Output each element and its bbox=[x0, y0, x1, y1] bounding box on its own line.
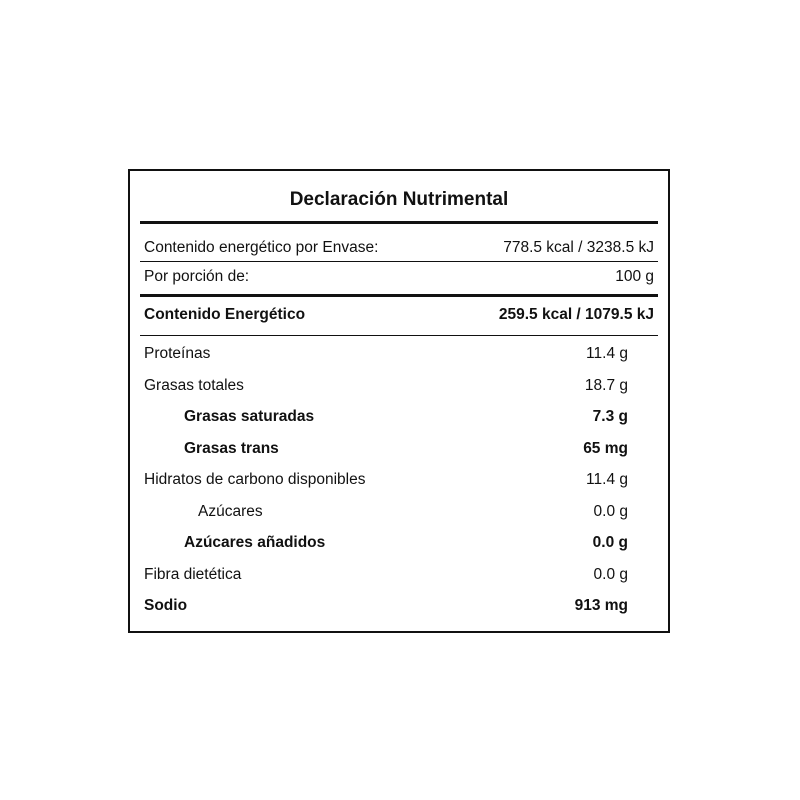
row-carbohydrates bbox=[130, 468, 668, 492]
row-label: Sodio bbox=[144, 597, 188, 614]
serving-divider bbox=[140, 294, 658, 297]
row-label: Contenido energético por Envase: bbox=[144, 239, 379, 256]
row-value: 100 g bbox=[615, 268, 654, 285]
row-value: 778.5 kcal / 3238.5 kJ bbox=[503, 239, 654, 256]
row-value: 0.0 g bbox=[593, 503, 628, 520]
row-label: Por porción de: bbox=[144, 268, 250, 285]
row-saturated-fat bbox=[130, 405, 668, 429]
nutrition-label bbox=[128, 169, 670, 633]
row-energy-per-package bbox=[130, 236, 668, 260]
title-divider bbox=[140, 221, 658, 224]
row-divider bbox=[140, 261, 658, 262]
row-value: 11.4 g bbox=[586, 345, 628, 362]
row-sodium bbox=[130, 594, 668, 618]
row-value: 65 mg bbox=[583, 440, 628, 457]
row-label: Grasas totales bbox=[144, 377, 244, 394]
row-label: Grasas saturadas bbox=[184, 408, 315, 425]
row-value: 913 mg bbox=[574, 597, 628, 614]
row-label: Proteínas bbox=[144, 345, 211, 362]
row-energy-content bbox=[130, 303, 668, 327]
row-total-fat bbox=[130, 374, 668, 398]
row-value: 7.3 g bbox=[592, 408, 628, 425]
row-value: 259.5 kcal / 1079.5 kJ bbox=[498, 306, 654, 323]
row-serving-size bbox=[130, 265, 668, 289]
row-dietary-fiber bbox=[130, 563, 668, 587]
row-label: Azúcares bbox=[198, 503, 263, 520]
row-label: Contenido Energético bbox=[144, 306, 306, 323]
row-trans-fat bbox=[130, 437, 668, 461]
row-value: 0.0 g bbox=[592, 534, 628, 551]
label-title: Declaración Nutrimental bbox=[289, 189, 509, 210]
row-sugars bbox=[130, 500, 668, 524]
row-label: Grasas trans bbox=[184, 440, 279, 457]
row-label: Hidratos de carbono disponibles bbox=[144, 471, 366, 488]
row-label: Fibra dietética bbox=[144, 566, 242, 583]
row-value: 11.4 g bbox=[586, 471, 628, 488]
energy-divider bbox=[140, 335, 658, 336]
row-label: Azúcares añadidos bbox=[184, 534, 326, 551]
row-value: 18.7 g bbox=[584, 377, 628, 394]
row-proteins bbox=[130, 342, 668, 366]
row-value: 0.0 g bbox=[593, 566, 628, 583]
row-added-sugars bbox=[130, 531, 668, 555]
